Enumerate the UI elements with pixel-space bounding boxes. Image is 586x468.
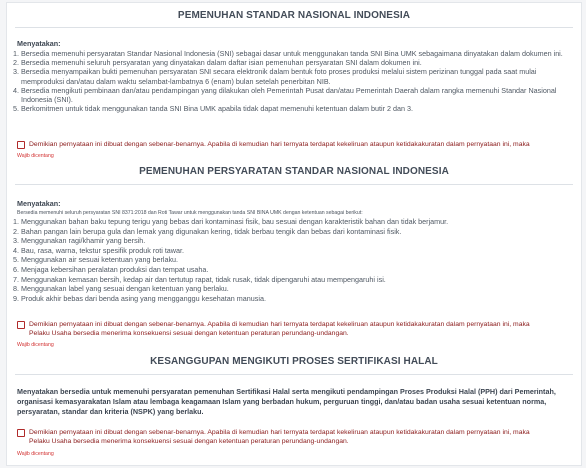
- statement-label: Menyatakan:: [17, 39, 61, 48]
- declaration-checkbox-requirements[interactable]: [17, 320, 573, 339]
- list-item: 2. Bersedia memenuhi seluruh persyaratan yang dinyatakan dalam daftar isian pemenuhan persyaratan SNI dalam dokumen ini.: [21, 58, 577, 67]
- divider: [15, 27, 573, 28]
- sni-commitment-list: [11, 49, 577, 113]
- list-item: 3. Menggunakan ragi/khamir yang bersih.: [21, 236, 577, 246]
- declaration-text: Pelaku Usaha bersedia menerima konsekuensi sesuai dengan ketentuan peraturan perundang-undangan.: [29, 438, 349, 446]
- requirements-list: [11, 217, 577, 303]
- checkbox[interactable]: [17, 321, 25, 329]
- list-item: 3. Bersedia menyampaikan bukti pemenuhan persyaratan SNI secara elektronik dalam bentuk foto proses produksi melalui sistem perizinan tunggal pada saat mulai memproduksi dan/atau dalam waktu selambat-lambatnya 6 (enam) bulan setelah penerbitan NIB.: [21, 67, 577, 85]
- checkbox[interactable]: [17, 429, 25, 437]
- requirements-intro: Bersedia memenuhi seluruh persyaratan SNI 8371:2018 dan Roti Tawar untuk menggunakan tanda SNI BINA UMK dengan ketentuan sebagai berikut:: [17, 210, 363, 216]
- list-item: 7. Menggunakan kemasan bersih, kedap air dan tertutup rapat, tidak rusak, tidak dipengaruhi atau mempengaruhi isi.: [21, 275, 577, 285]
- declaration-text: Demikian pernyataan ini dibuat dengan sebenar-benarnya. Apabila di kemudian hari ternyata terdapat kekeliruan ataupun ketidakakuratan dalam pernyataan ini, maka: [29, 141, 530, 148]
- statement-label: Menyatakan:: [17, 199, 61, 208]
- list-item: 6. Menjaga kebersihan peralatan produksi dan tempat usaha.: [21, 265, 577, 275]
- list-item: 8. Menggunakan label yang sesuai dengan ketentuan yang berlaku.: [21, 284, 577, 294]
- declaration-text: Demikian pernyataan ini dibuat dengan sebenar-benarnya. Apabila di kemudian hari ternyata terdapat kekeliruan ataupun ketidakakuratan dalam pernyataan ini, maka: [29, 321, 530, 328]
- divider: [15, 374, 573, 375]
- halal-statement: Menyatakan bersedia untuk memenuhi persyaratan pemenuhan Sertifikasi Halal serta mengikuti pendampingan Proses Produksi Halal (PPH) dari Pemerintah, organisasi kemasyarakatan Islam atau lembaga keagamaan Islam yang berbadan hukum, perguruan tinggi, dan/atau badan usaha sesuai ketentuan norma, persyaratan, standar dan kriteria (NSPK) yang berlaku.: [17, 387, 556, 416]
- declaration-checkbox-halal[interactable]: [17, 428, 573, 447]
- declaration-form-panel: [6, 2, 582, 466]
- list-item: 9. Produk akhir bebas dari benda asing yang mengganggu kesehatan manusia.: [21, 294, 577, 304]
- declaration-text: Demikian pernyataan ini dibuat dengan sebenar-benarnya. Apabila di kemudian hari ternyata terdapat kekeliruan ataupun ketidakakuratan dalam pernyataan ini, maka: [29, 429, 530, 436]
- list-item: 1. Menggunakan bahan baku tepung terigu yang bebas dari kontaminasi fisik, bau sesuai dengan karakteristik bahan dan tidak berjamur.: [21, 217, 577, 227]
- divider: [15, 184, 573, 185]
- required-hint: Wajib dicentang: [17, 153, 54, 159]
- required-hint: Wajib dicentang: [17, 342, 54, 348]
- section-title-halal: KESANGGUPAN MENGIKUTI PROSES SERTIFIKASI HALAL: [150, 356, 438, 367]
- required-hint: Wajib dicentang: [17, 451, 54, 457]
- section-title-sni: PEMENUHAN STANDAR NASIONAL INDONESIA: [177, 10, 411, 21]
- list-item: 4. Bau, rasa, warna, tekstur spesifik produk roti tawar.: [21, 246, 577, 256]
- declaration-text: Pelaku Usaha bersedia menerima konsekuensi sesuai dengan ketentuan peraturan perundang-undangan.: [29, 330, 349, 338]
- declaration-checkbox-sni[interactable]: [17, 140, 573, 149]
- list-item: 5. Menggunakan air sesuai ketentuan yang berlaku.: [21, 255, 577, 265]
- checkbox[interactable]: [17, 141, 25, 149]
- list-item: 4. Bersedia mengikuti pembinaan dan/atau pendampingan yang dilakukan oleh Pemerintah Pusat dan/atau Pemerintah Daerah dalam rangka memenuhi Standar Nasional Indonesia (SNI).: [21, 86, 577, 104]
- list-item: 1. Bersedia memenuhi persyaratan Standar Nasional Indonesia (SNI) sebagai dasar untuk menggunakan tanda SNI Bina UMK sebagaimana dinyatakan dalam dokumen ini.: [21, 49, 577, 58]
- section-title-sni-requirements: PEMENUHAN PERSYARATAN STANDAR NASIONAL INDONESIA: [139, 166, 449, 177]
- list-item: 5. Berkomitmen untuk tidak menggunakan tanda SNI Bina UMK apabila tidak dapat memenuhi ketentuan dalam butir 2 dan 3.: [21, 104, 577, 113]
- list-item: 2. Bahan pangan lain berupa gula dan lemak yang digunakan kering, tidak berbau tengik dan bebas dari kontaminasi fisik.: [21, 227, 577, 237]
